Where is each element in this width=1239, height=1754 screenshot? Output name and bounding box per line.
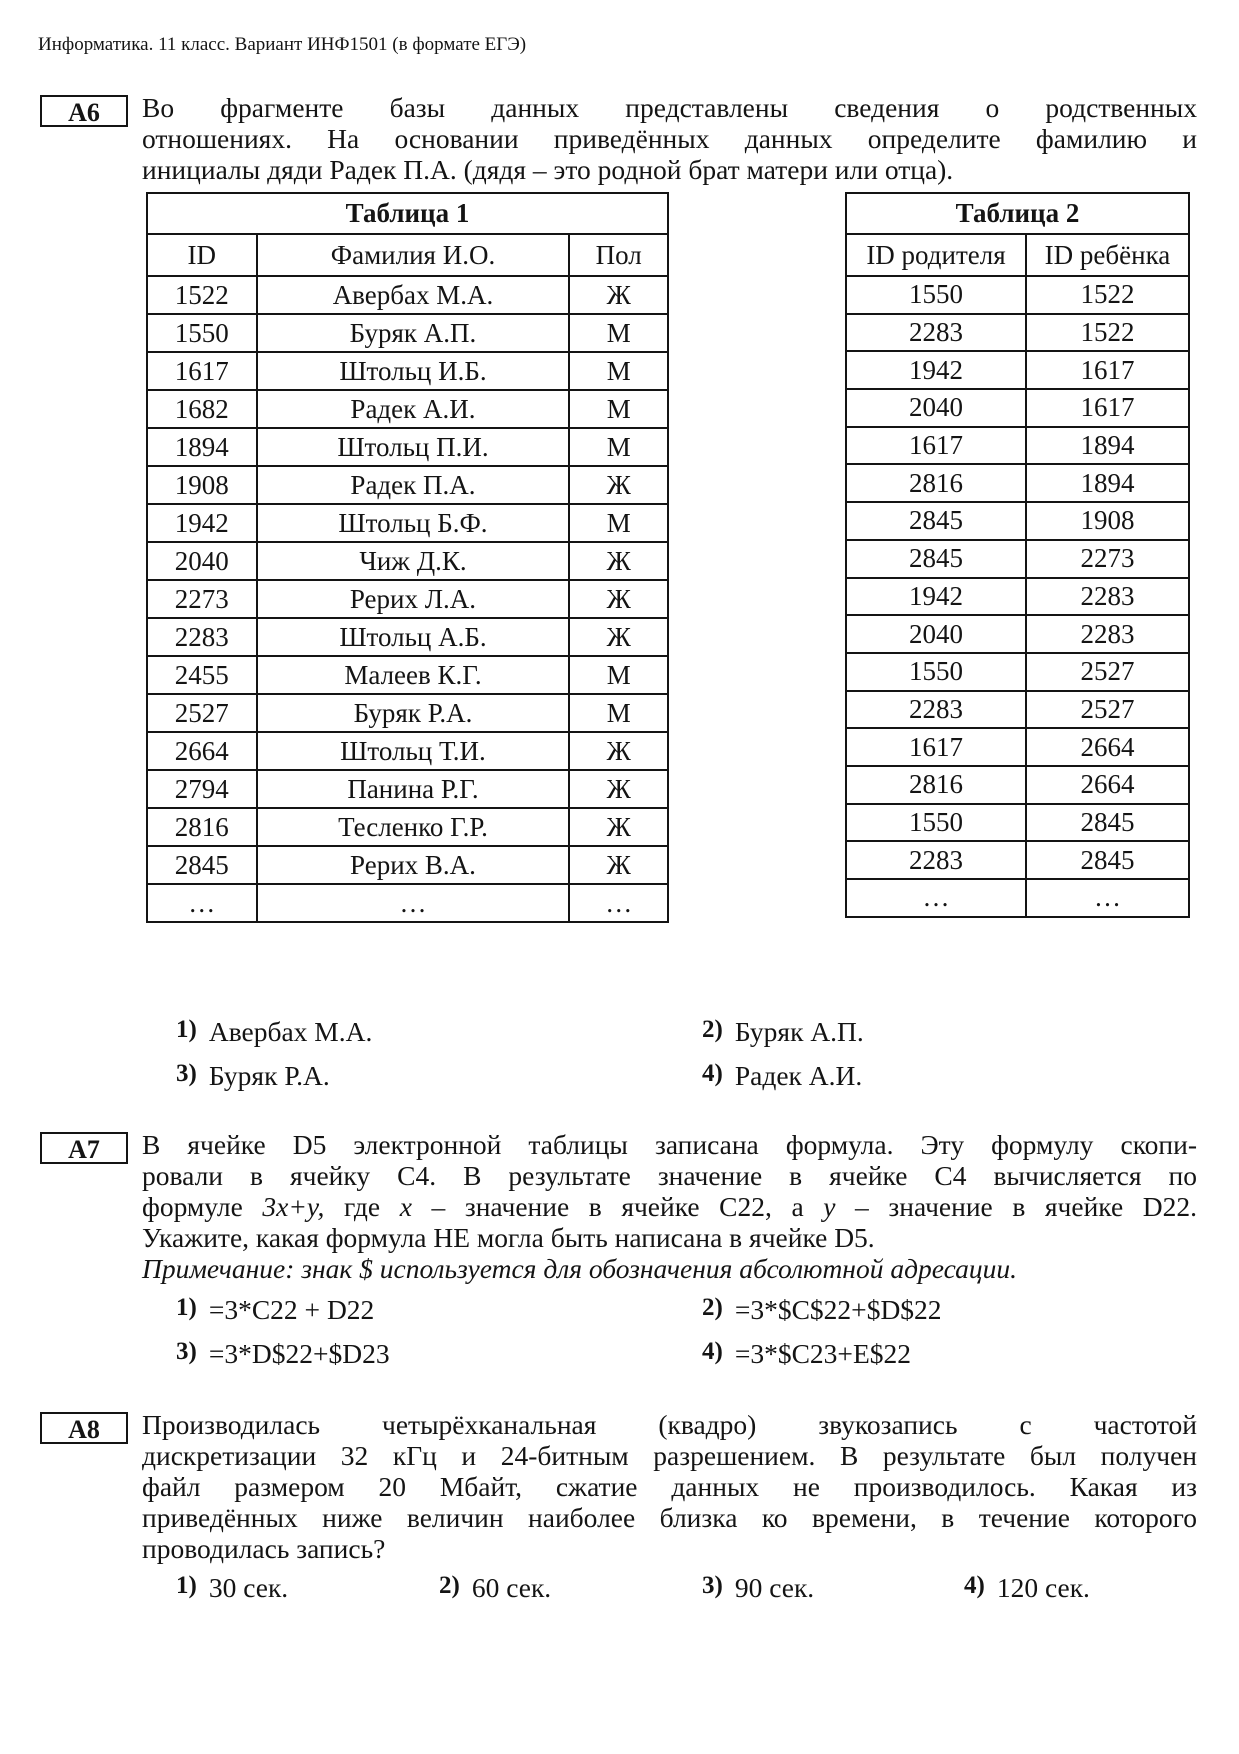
question-a8-line: файл размером 20 Мбайт, сжатие данных не производилось. Какая из	[142, 1471, 1197, 1502]
table-2-cell: 1942	[846, 351, 1026, 389]
table-1-cell: Чиж Д.К.	[257, 542, 570, 580]
table-1-cell: Штольц И.Б.	[257, 352, 570, 390]
option-text: =3*D$22+$D23	[208, 1338, 390, 1369]
table-2-cell: 2283	[1026, 615, 1189, 653]
table-1-cell: 2794	[147, 770, 257, 808]
text-run: – значение в ячейке С22, а	[411, 1191, 824, 1222]
table-1-cell: Ж	[569, 846, 668, 884]
table-1-cell: М	[569, 390, 668, 428]
table-1-cell: Штольц А.Б.	[257, 618, 570, 656]
question-label-a8: А8	[40, 1412, 128, 1444]
table-2-row	[846, 502, 1189, 540]
table-1-cell: …	[257, 884, 570, 922]
a8-option-2[interactable]	[439, 1572, 551, 1604]
a6-option-3[interactable]	[176, 1060, 330, 1092]
option-number: 4)	[964, 1572, 985, 1599]
table-1-row	[147, 770, 668, 808]
table-2-cell: 2816	[846, 766, 1026, 804]
table-2-cell: 1617	[1026, 389, 1189, 427]
table-1-cell: 1908	[147, 466, 257, 504]
a6-option-2[interactable]	[702, 1016, 864, 1048]
table-2-row	[846, 464, 1189, 502]
option-number: 2)	[439, 1572, 460, 1599]
option-text: 120 сек.	[996, 1572, 1090, 1603]
table-2-row	[846, 389, 1189, 427]
table-2-cell: 1617	[846, 728, 1026, 766]
table-1-cell: 2273	[147, 580, 257, 618]
table-1-cell: Радек П.А.	[257, 466, 570, 504]
table-2-cell: 2283	[846, 841, 1026, 879]
table-2-row	[846, 728, 1189, 766]
table-1-cell: 2845	[147, 846, 257, 884]
table-1-row	[147, 352, 668, 390]
table-1-row	[147, 618, 668, 656]
table-1-cell: Радек А.И.	[257, 390, 570, 428]
table-2-cell: 1617	[1026, 351, 1189, 389]
option-text: =3*$C$22+$D$22	[734, 1294, 942, 1325]
table-2-cell: 1894	[1026, 427, 1189, 465]
table-1-cell: М	[569, 694, 668, 732]
table-2-row	[846, 578, 1189, 616]
table-2-cell: 1522	[1026, 314, 1189, 352]
table-1-cell: 1682	[147, 390, 257, 428]
table-1-row	[147, 504, 668, 542]
option-number: 3)	[702, 1572, 723, 1599]
table-1-cell: М	[569, 504, 668, 542]
table-2-header-parent-id: ID родителя	[846, 234, 1026, 276]
table-1	[146, 192, 669, 923]
option-number: 4)	[702, 1338, 723, 1365]
table-1-header-id: ID	[147, 234, 257, 276]
table-1-row	[147, 846, 668, 884]
table-1-cell: 2527	[147, 694, 257, 732]
question-a7-text	[142, 1129, 1197, 1284]
option-text: =3*$C23+E$22	[734, 1338, 911, 1369]
table-2-cell: …	[846, 879, 1026, 917]
table-1-row	[147, 542, 668, 580]
table-1-cell: Рерих В.А.	[257, 846, 570, 884]
table-1-row	[147, 466, 668, 504]
table-1-cell: 1942	[147, 504, 257, 542]
table-1-row	[147, 808, 668, 846]
table-2-cell: 1908	[1026, 502, 1189, 540]
table-1-cell: 2040	[147, 542, 257, 580]
table-1-row	[147, 580, 668, 618]
table-1-header-sex: Пол	[569, 234, 668, 276]
option-text: 60 сек.	[471, 1572, 552, 1603]
a6-option-4[interactable]	[702, 1060, 862, 1092]
formula: 3x+y,	[262, 1191, 325, 1222]
table-1-row	[147, 314, 668, 352]
question-a7-line-3	[142, 1191, 1197, 1222]
table-1-cell: 2283	[147, 618, 257, 656]
table-2-row	[846, 314, 1189, 352]
question-a6-line: инициалы дяди Радек П.А. (дядя – это родной брат матери или отца).	[142, 154, 954, 185]
text-run: – значение в ячейке D22.	[835, 1191, 1197, 1222]
table-2-cell: 2845	[846, 540, 1026, 578]
table-2-cell: 2527	[1026, 653, 1189, 691]
page-header: Информатика. 11 класс. Вариант ИНФ1501 (в формате ЕГЭ)	[38, 34, 527, 55]
table-2-cell: …	[1026, 879, 1189, 917]
question-a8-text	[142, 1409, 1197, 1564]
table-1-cell: 2816	[147, 808, 257, 846]
table-2-cell: 1942	[846, 578, 1026, 616]
table-1-row	[147, 732, 668, 770]
table-1-cell: 1550	[147, 314, 257, 352]
a7-option-3[interactable]	[176, 1338, 390, 1370]
question-a7-line: В ячейке D5 электронной таблицы записана формула. Эту формулу скопи-	[142, 1129, 1197, 1160]
table-1-cell: Ж	[569, 580, 668, 618]
table-2-row	[846, 540, 1189, 578]
text-run: формуле	[142, 1191, 263, 1222]
table-2-cell: 1550	[846, 804, 1026, 842]
variable-x: x	[399, 1191, 412, 1222]
table-2-cell: 1550	[846, 276, 1026, 314]
table-2-row	[846, 427, 1189, 465]
table-1-cell: Авербах М.А.	[257, 276, 570, 314]
table-1-cell: Ж	[569, 770, 668, 808]
question-a8-line: Производилась четырёхканальная (квадро) звукозапись с частотой	[142, 1409, 1197, 1440]
question-a8-line: приведённых ниже величин наиболее близка ко времени, в течение которого	[142, 1502, 1197, 1533]
a6-option-1[interactable]	[176, 1016, 372, 1048]
table-1-cell: 2455	[147, 656, 257, 694]
a7-option-1[interactable]	[176, 1294, 374, 1326]
table-1-cell: Рерих Л.А.	[257, 580, 570, 618]
table-1-row	[147, 428, 668, 466]
table-1-cell: М	[569, 428, 668, 466]
option-number: 1)	[176, 1294, 197, 1321]
table-2-row	[846, 276, 1189, 314]
table-2-header-child-id: ID ребёнка	[1026, 234, 1189, 276]
table-2-row	[846, 841, 1189, 879]
table-1-cell: Тесленко Г.Р.	[257, 808, 570, 846]
table-1-header-name: Фамилия И.О.	[257, 234, 570, 276]
table-2-row	[846, 879, 1189, 917]
table-2-row	[846, 653, 1189, 691]
table-2-row	[846, 615, 1189, 653]
option-text: Радек А.И.	[734, 1060, 863, 1091]
table-2-cell: 2283	[846, 314, 1026, 352]
table-1-cell: Панина Р.Г.	[257, 770, 570, 808]
table-2-cell: 2283	[1026, 578, 1189, 616]
a7-option-4[interactable]	[702, 1338, 911, 1370]
table-1-cell: М	[569, 352, 668, 390]
table-1-cell: 1617	[147, 352, 257, 390]
text-run: где	[324, 1191, 400, 1222]
question-a7-note: Примечание: знак $ используется для обозначения абсолютной адресации.	[142, 1253, 1017, 1284]
table-2-cell: 2040	[846, 389, 1026, 427]
table-1-row	[147, 884, 668, 922]
table-1-cell: Ж	[569, 618, 668, 656]
question-label-a6: А6	[40, 95, 128, 127]
table-1-cell: Ж	[569, 466, 668, 504]
table-2-row	[846, 351, 1189, 389]
question-a8-line: дискретизации 32 кГц и 24-битным разрешением. В результате был получен	[142, 1440, 1197, 1471]
table-2-row	[846, 691, 1189, 729]
table-2	[845, 192, 1190, 918]
table-1-cell: Ж	[569, 808, 668, 846]
table-1-cell: Штольц Т.И.	[257, 732, 570, 770]
question-a7-line: Укажите, какая формула НЕ могла быть написана в ячейке D5.	[142, 1222, 875, 1253]
a8-option-3[interactable]	[702, 1572, 814, 1604]
question-label-a7: А7	[40, 1132, 128, 1164]
table-2-cell: 2664	[1026, 728, 1189, 766]
table-1-cell: 1894	[147, 428, 257, 466]
table-1-row	[147, 656, 668, 694]
table-1-cell: Ж	[569, 276, 668, 314]
a8-option-4[interactable]	[964, 1572, 1090, 1604]
table-1-cell: Буряк Р.А.	[257, 694, 570, 732]
table-1-row	[147, 276, 668, 314]
option-text: Буряк Р.А.	[208, 1060, 330, 1091]
table-2-cell: 2040	[846, 615, 1026, 653]
table-2-cell: 1617	[846, 427, 1026, 465]
table-1-cell: Штольц Б.Ф.	[257, 504, 570, 542]
table-1-cell: М	[569, 656, 668, 694]
table-2-cell: 1894	[1026, 464, 1189, 502]
table-2-cell: 2816	[846, 464, 1026, 502]
option-number: 1)	[176, 1016, 197, 1043]
question-a6-line: Во фрагменте базы данных представлены сведения о родственных	[142, 92, 1197, 123]
question-a7-line: ровали в ячейку С4. В результате значение в ячейке С4 вычисляется по	[142, 1160, 1197, 1191]
table-1-cell: Ж	[569, 732, 668, 770]
option-number: 2)	[702, 1294, 723, 1321]
a7-option-2[interactable]	[702, 1294, 942, 1326]
table-1-cell: Штольц П.И.	[257, 428, 570, 466]
question-a8-line: проводилась запись?	[142, 1533, 386, 1564]
option-number: 3)	[176, 1338, 197, 1365]
table-1-caption: Таблица 1	[147, 193, 668, 234]
option-text: Авербах М.А.	[208, 1016, 373, 1047]
table-2-cell: 2845	[1026, 804, 1189, 842]
table-2-cell: 2273	[1026, 540, 1189, 578]
option-number: 1)	[176, 1572, 197, 1599]
option-number: 2)	[702, 1016, 723, 1043]
table-1-cell: 1522	[147, 276, 257, 314]
table-2-cell: 2845	[1026, 841, 1189, 879]
table-1-cell: …	[569, 884, 668, 922]
option-text: =3*C22 + D22	[208, 1294, 375, 1325]
a8-option-1[interactable]	[176, 1572, 288, 1604]
option-number: 3)	[176, 1060, 197, 1087]
table-2-row	[846, 766, 1189, 804]
table-2-cell: 2283	[846, 691, 1026, 729]
table-2-cell: 1550	[846, 653, 1026, 691]
table-2-row	[846, 804, 1189, 842]
option-text: 90 сек.	[734, 1572, 815, 1603]
table-2-cell: 1522	[1026, 276, 1189, 314]
table-1-cell: Ж	[569, 542, 668, 580]
question-a6-line: отношениях. На основании приведённых данных определите фамилию и	[142, 123, 1197, 154]
table-2-caption: Таблица 2	[846, 193, 1189, 234]
table-1-cell: Малеев К.Г.	[257, 656, 570, 694]
option-number: 4)	[702, 1060, 723, 1087]
table-1-cell: …	[147, 884, 257, 922]
option-text: 30 сек.	[208, 1572, 289, 1603]
table-2-cell: 2527	[1026, 691, 1189, 729]
table-1-row	[147, 390, 668, 428]
table-2-cell: 2845	[846, 502, 1026, 540]
table-1-cell: Буряк А.П.	[257, 314, 570, 352]
variable-y: y	[823, 1191, 836, 1222]
table-2-cell: 2664	[1026, 766, 1189, 804]
table-1-row	[147, 694, 668, 732]
table-1-cell: М	[569, 314, 668, 352]
table-1-cell: 2664	[147, 732, 257, 770]
option-text: Буряк А.П.	[734, 1016, 864, 1047]
question-a6-text	[142, 92, 1197, 185]
